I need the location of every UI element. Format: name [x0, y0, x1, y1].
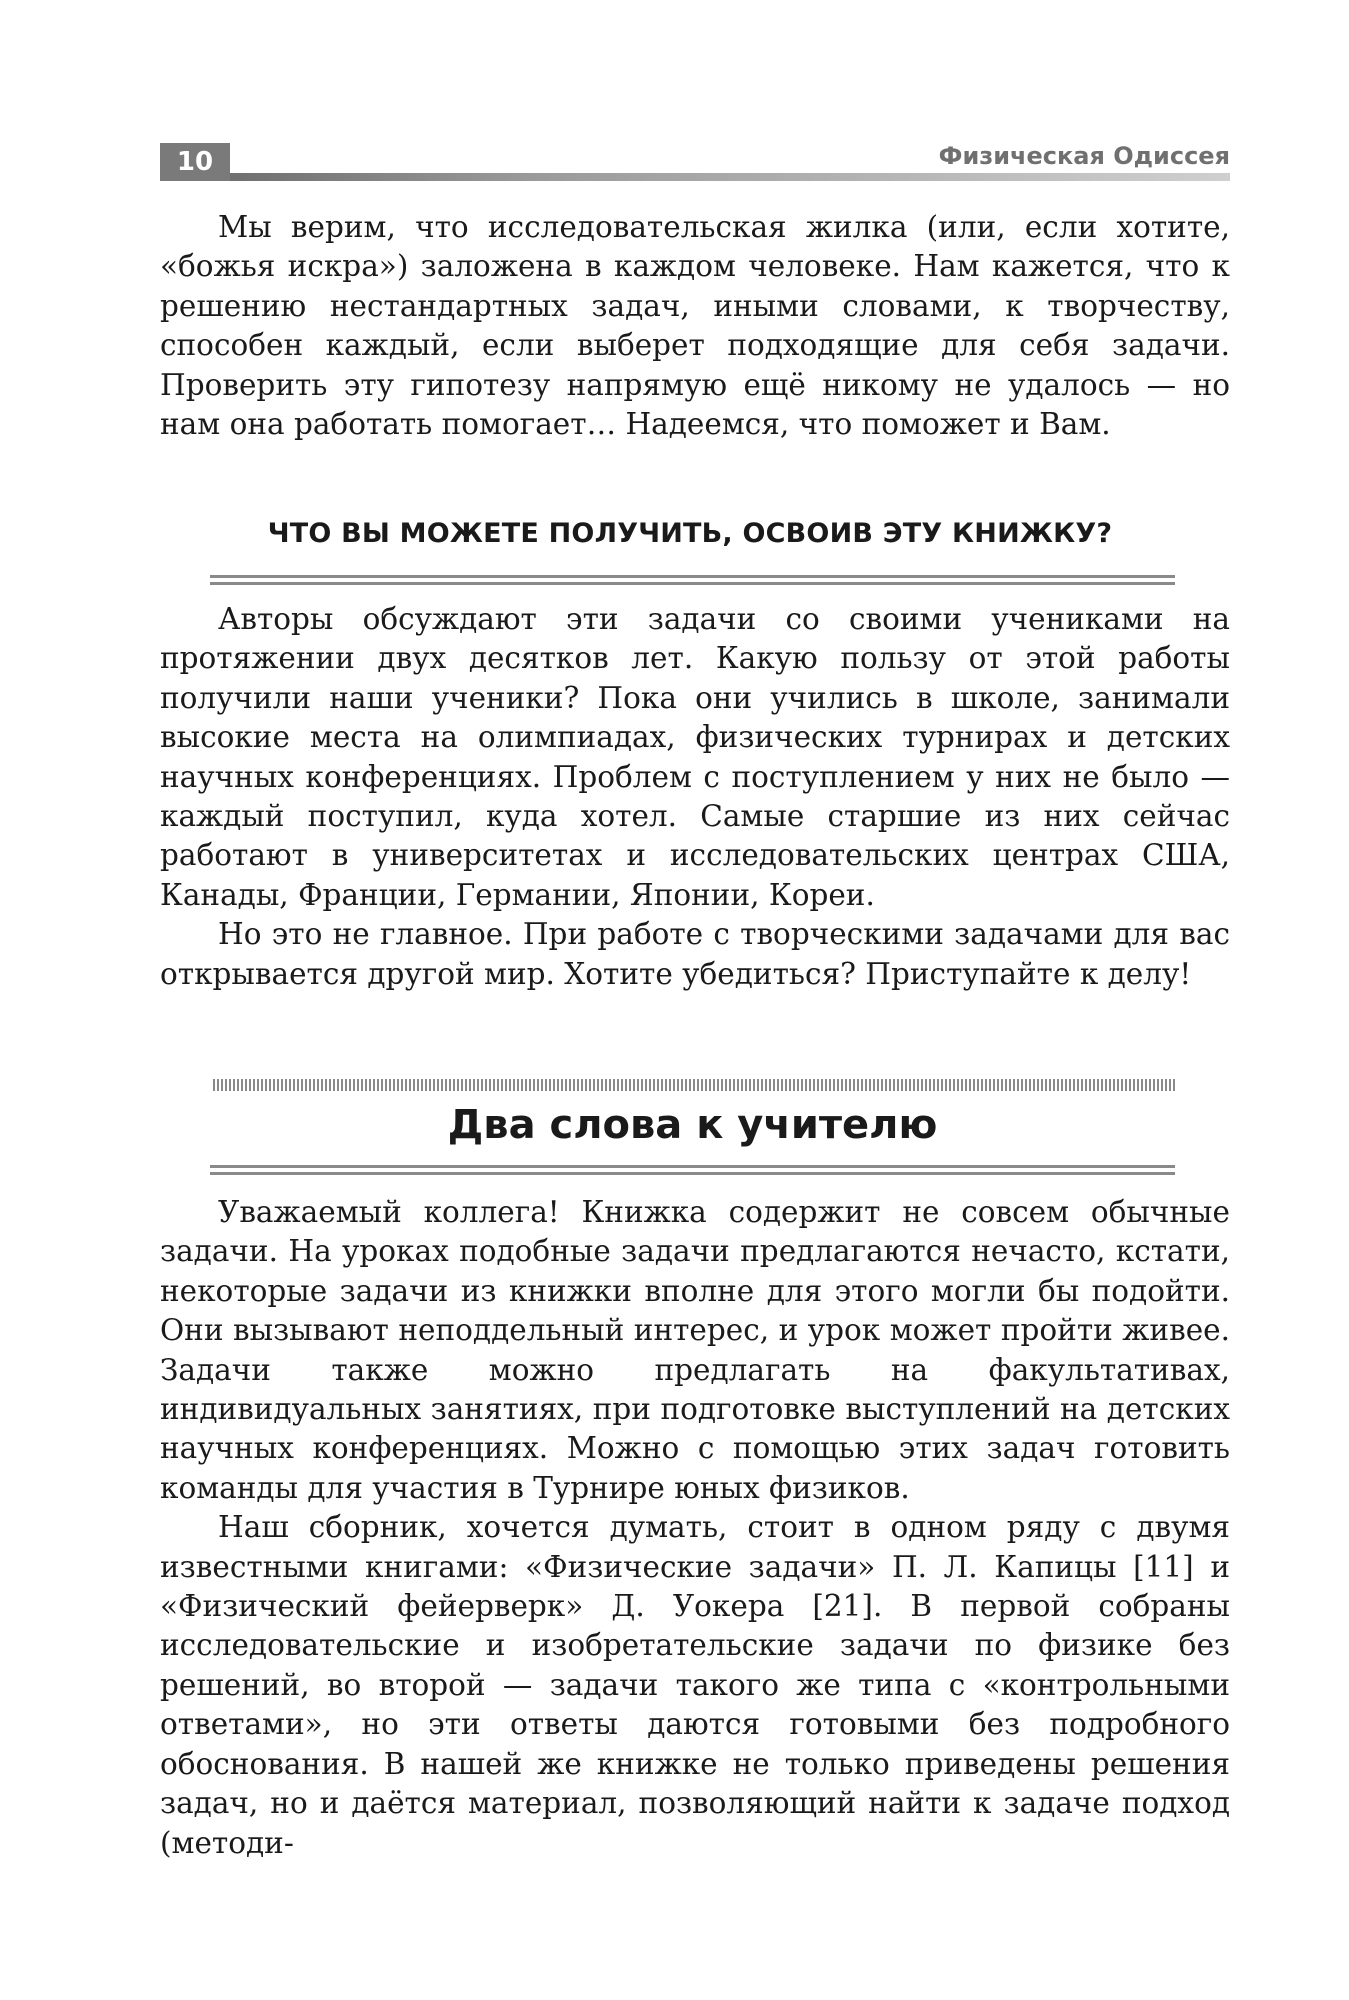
running-title: Физическая Одиссея — [938, 142, 1230, 170]
page-number: 10 — [160, 143, 230, 181]
section1-block — [160, 600, 1230, 994]
chapter-top-rule — [213, 1079, 1175, 1091]
intro-block — [160, 208, 1230, 444]
section-heading: ЧТО ВЫ МОЖЕТЕ ПОЛУЧИТЬ, ОСВОИВ ЭТУ КНИЖКУ? — [267, 518, 1113, 549]
section2-paragraph: Наш сборник, хочется думать, стоит в одном ряду с двумя известными книгами: «Физические задачи» П. Л. Капицы [11] и «Физический фейерверк» Д. Уокера [21]. В первой собраны исследовательские и изобретательские задачи по физике без решений, во второй — задачи такого же типа с «контрольными ответами», но эти ответы даются готовыми без подробного обоснования. В нашей же книжке не только приведены решения задач, но и даётся материал, позволяющий найти к задаче подход (методи- — [160, 1510, 1230, 1860]
chapter-title: Два слова к учителю — [447, 1102, 938, 1148]
intro-paragraph: Мы верим, что исследовательская жилка (или, если хотите, «божья искра») заложена в каждом человеке. Нам кажется, что к решению нестандартных задач, иными словами, к творчеству, способен каждый, если выберет подходящие для себя задачи. Проверить эту гипотезу напрямую ещё никому не удалось — но нам она работать помогает… Надеемся, что поможет и Вам. — [160, 210, 1230, 442]
section1-paragraph: Но это не главное. При работе с творческими задачами для вас открывается другой мир. Хотите убедиться? Приступайте к делу! — [160, 917, 1230, 991]
chapter-bottom-rule — [210, 1165, 1175, 1175]
section2-block — [160, 1193, 1230, 1863]
page-header — [160, 143, 1230, 181]
section-heading-rule — [210, 575, 1175, 585]
header-rule — [230, 173, 1230, 181]
section2-paragraph: Уважаемый коллега! Книжка содержит не совсем обычные задачи. На уроках подобные задачи предлагаются нечасто, кстати, некоторые задачи из книжки вполне для этого могли бы подойти. Они вызывают неподдельный интерес, и урок может пройти живее. Задачи также можно предлагать на факультативах, индивидуальных занятиях, при подготовке выступлений на детских научных конференциях. Можно с помощью этих задач готовить команды для участия в Турнире юных физиков. — [160, 1195, 1230, 1505]
section1-paragraph: Авторы обсуждают эти задачи со своими учениками на протяжении двух десятков лет. Какую пользу от этой работы получили наши ученики? Пока они учились в школе, занимали высокие места на олимпиадах, физических турнирах и детских научных конференциях. Проблем с поступлением у них не было — каждый поступил, куда хотел. Самые старшие из них сейчас работают в университетах и исследовательских центрах США, Канады, Франции, Германии, Японии, Кореи. — [160, 602, 1230, 912]
